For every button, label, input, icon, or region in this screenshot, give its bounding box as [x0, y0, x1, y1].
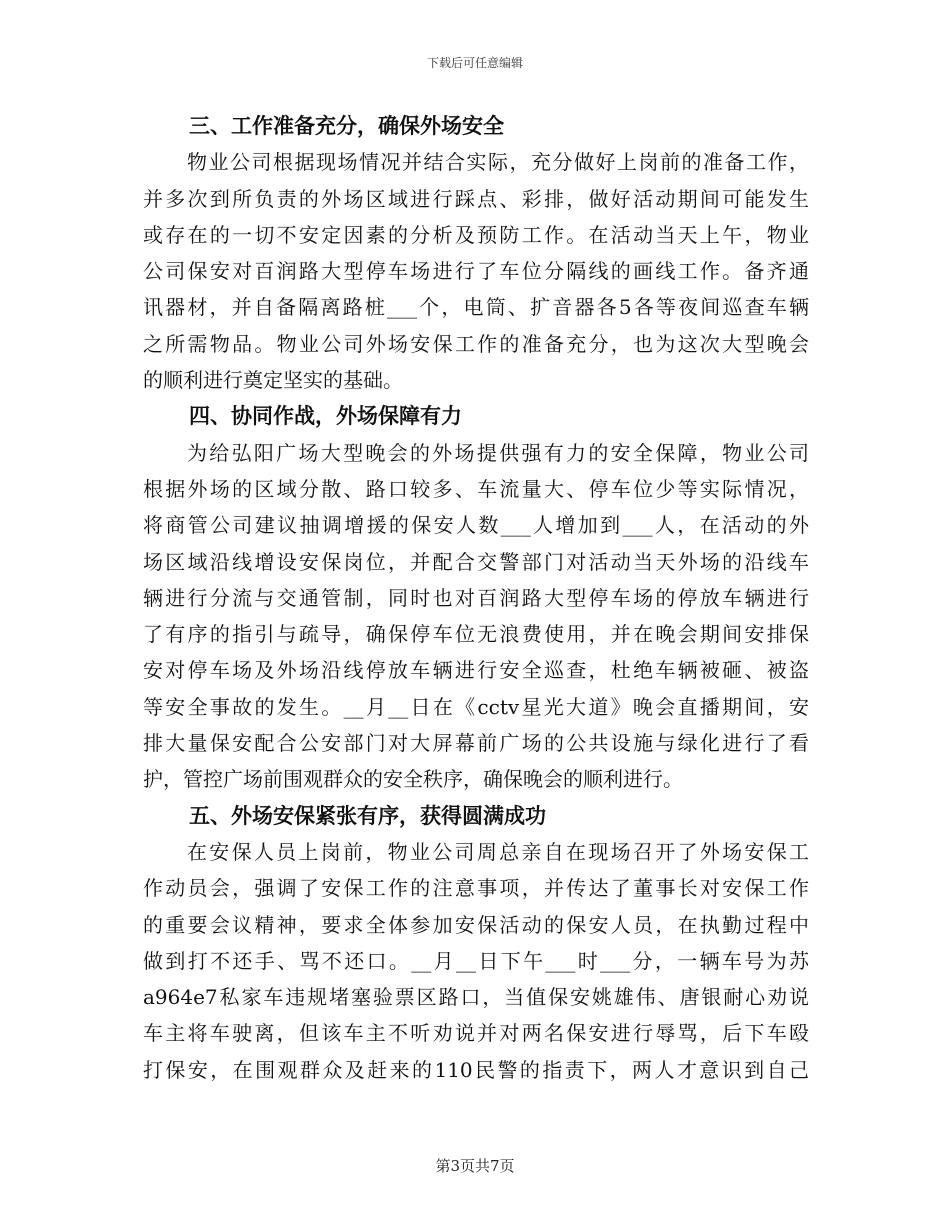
- text-line: 作动员会，强调了安保工作的注意事项，并传达了董事长对安保工作: [143, 876, 809, 901]
- text-line: 的重要会议精神，要求全体参加安保活动的保安人员，在执勤过程中: [143, 912, 809, 937]
- text-line: 公司保安对百润路大型停车场进行了车位分隔线的画线工作。备齐通: [143, 259, 809, 284]
- section-paragraph: [143, 144, 809, 398]
- text-line: 为给弘阳广场大型晚会的外场提供强有力的安全保障，物业公司: [187, 440, 809, 465]
- page-footer: 第3页共7页: [435, 1157, 515, 1175]
- text-line: 了有序的指引与疏导，确保停车位无浪费使用，并在晚会期间安排保: [143, 622, 809, 647]
- text-line: 之所需物品。物业公司外场安保工作的准备充分，也为这次大型晚会: [143, 331, 809, 356]
- text-line: 的顺利进行奠定坚实的基础。: [143, 368, 403, 393]
- page-header: 下载后可任意编辑: [426, 56, 523, 70]
- section-heading: 五、外场安保紧张有序，获得圆满成功: [189, 803, 546, 828]
- text-line: 将商管公司建议抽调增援的保安人数___人增加到___人，在活动的外: [143, 513, 809, 538]
- text-line: 场区域沿线增设安保岗位，并配合交警部门对活动当天外场的沿线车: [143, 549, 809, 574]
- document-body: [143, 108, 809, 1088]
- text-line: 车主将车驶离，但该车主不听劝说并对两名保安进行辱骂，后下车殴: [143, 1021, 809, 1046]
- text-line: 排大量保安配合公安部门对大屏幕前广场的公共设施与绿化进行了看: [143, 731, 809, 756]
- text-line: 打保安，在围观群众及赶来的110民警的指责下，两人才意识到自己: [143, 1057, 809, 1082]
- text-line: 在安保人员上岗前，物业公司周总亲自在现场召开了外场安保工: [187, 839, 809, 864]
- text-line: 等安全事故的发生。__月__日在《cctv星光大道》晚会直播期间，安: [143, 694, 809, 719]
- text-line: 物业公司根据现场情况并结合实际，充分做好上岗前的准备工作，: [187, 150, 809, 175]
- text-line: 做到打不还手、骂不还口。__月__日下午___时___分，一辆车号为苏: [143, 948, 809, 973]
- section-paragraph: [143, 435, 809, 798]
- text-line: 根据外场的区域分散、路口较多、车流量大、停车位少等实际情况，: [143, 476, 809, 501]
- section-heading: 四、协同作战，外场保障有力: [189, 404, 462, 429]
- text-line: 护，管控广场前围观群众的安全秩序，确保晚会的顺利进行。: [143, 767, 683, 792]
- text-line: 辆进行分流与交通管制，同时也对百润路大型停车场的停放车辆进行: [143, 585, 809, 610]
- text-line: 讯器材，并自备隔离路桩___个，电筒、扩音器各5各等夜间巡查车辆: [143, 295, 809, 320]
- text-line: 并多次到所负责的外场区域进行踩点、彩排，做好活动期间可能发生: [143, 186, 809, 211]
- section-heading: 三、工作准备充分，确保外场安全: [189, 114, 504, 138]
- text-line: 或存在的一切不安定因素的分析及预防工作。在活动当天上午，物业: [143, 222, 809, 247]
- text-line: a964e7私家车违规堵塞验票区路口，当值保安姚雄伟、唐银耐心劝说: [143, 985, 809, 1010]
- text-line: 安对停车场及外场沿线停放车辆进行安全巡查，杜绝车辆被砸、被盗: [143, 658, 809, 683]
- section-paragraph: [143, 834, 809, 1088]
